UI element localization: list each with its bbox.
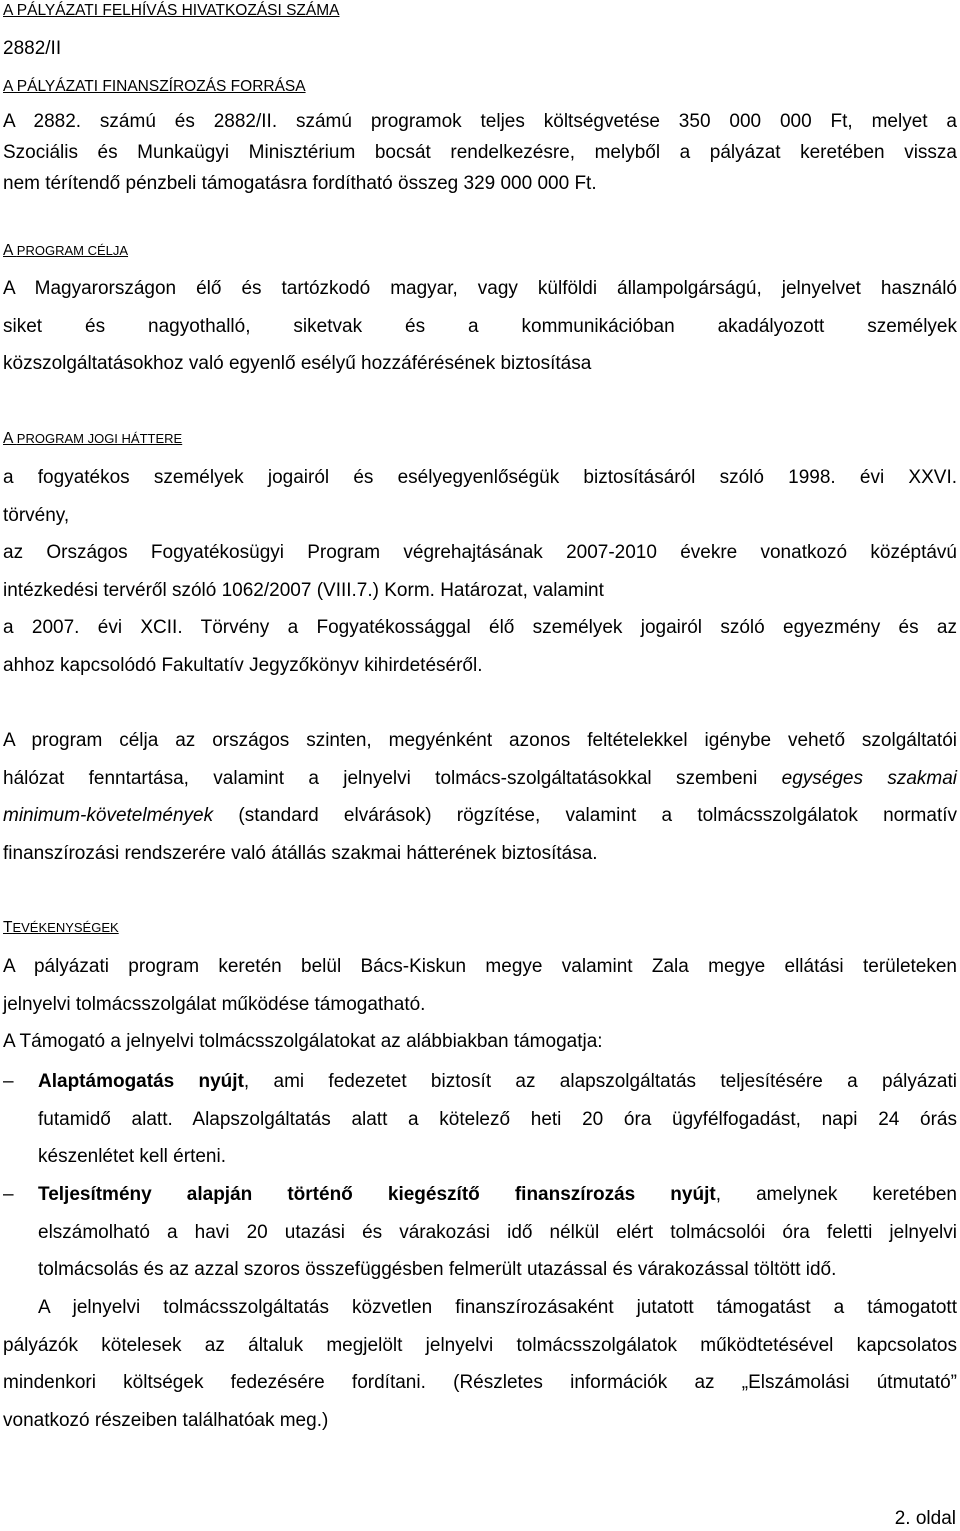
text-run-bold: Teljesítmény alapján történő kiegészítő finanszírozás nyújt [38,1184,716,1205]
dash-marker: – [3,1184,14,1205]
legal-background-heading [3,430,957,448]
paragraph-line: készenlétet kell érteni. [38,1146,226,1167]
reference-number-value: 2882/II [3,38,62,59]
paragraph-line [38,1176,957,1214]
page-number: 2. oldal [894,1508,956,1529]
paragraph-line [3,797,957,835]
text-run-italic: minimum-követelmények [3,805,214,826]
paragraph-line: intézkedési tervéről szóló 1062/2007 (VIII.7.) Korm. Határozat, valamint [3,579,604,601]
heading-cap: T [3,919,13,936]
text-run-italic: egységes szakmai [781,767,958,789]
funding-source-heading: A PÁLYÁZATI FINANSZÍROZÁS FORRÁSA [3,78,306,95]
paragraph-line: finanszírozási rendszerére való átállás szakmai hátterének biztosítása. [3,842,598,864]
paragraph-line: A Támogató a jelnyelvi tolmácsszolgálatokat az alábbiakban támogatja: [3,1031,603,1052]
funding-paragraph [3,106,957,199]
paragraph-line: A pályázati program keretén belül Bács-Kiskun megye valamint Zala megye ellátási területeken [3,956,957,977]
paragraph-line: A 2882. számú és 2882/II. számú programok teljes költségvetése 350 000 000 Ft, melyet a [3,111,957,132]
paragraph-line: A jelnyelvi tolmácsszolgáltatás közvetlen finanszírozásaként jutatott támogatást a támogatott [38,1297,957,1318]
program-aim-paragraph [3,722,957,872]
heading-rest: PROGRAM CÉLJA [16,243,129,258]
paragraph-line: ahhoz kapcsolódó Fakultatív Jegyzőkönyv kihirdetéséről. [3,654,483,676]
paragraph-line: vonatkozó részeiben találhatóak meg.) [3,1409,329,1431]
paragraph-line: tolmácsolás és az azzal szoros összefüggésben felmerült utazással és várakozással töltött idő. [38,1259,837,1280]
paragraph-line: nem térítendő pénzbeli támogatásra fordítható összeg 329 000 000 Ft. [3,173,597,194]
program-goal-paragraph [3,270,957,383]
activities-heading [3,919,957,937]
text-run: (standard elvárások) rögzítése, valamint a tolmácsszolgálatok normatív [238,805,958,826]
paragraph-line: futamidő alatt. Alapszolgáltatás alatt a kötelező heti 20 óra ügyfélfogadást, napi 24 órás [38,1108,957,1130]
paragraph-line: Szociális és Munkaügyi Minisztérium bocsát rendelkezésre, melyből a pályázat keretében vissza [3,142,957,163]
program-goal-heading [3,242,957,260]
paragraph-line: elszámolható a havi 20 utazási és várakozási idő nélkül elért tolmácsolói óra feletti jelnyelvi [38,1221,957,1243]
financing-paragraph [3,1289,957,1439]
heading-cap: A [3,430,13,447]
text-run: , ami fedezetet biztosít az alapszolgáltatás teljesítésére a pályázati [243,1071,957,1092]
paragraph-line: közszolgáltatásokhoz való egyenlő esélyű hozzáférésének biztosítása [3,353,592,374]
paragraph-line: pályázók kötelesek az általuk megjelölt jelnyelvi tolmácsszolgálatok működtetésével kapcsolatos [3,1334,957,1356]
text-run: hálózat fenntartása, valamint a jelnyelvi tolmács-szolgáltatásokkal szembeni [3,767,758,789]
heading-rest: PROGRAM JOGI HÁTTERE [16,431,183,446]
paragraph-line: jelnyelvi tolmácsszolgálat működése támogatható. [3,993,426,1015]
heading-rest: EVÉKENYSÉGEK [12,920,119,935]
legal-background-paragraph [3,459,957,684]
dash-marker: – [3,1071,14,1092]
paragraph-line: a fogyatékos személyek jogairól és esélyegyenlőségük biztosításáról szóló 1998. évi XXVI. [3,467,957,488]
paragraph-line: siket és nagyothalló, siketvak és a kommunikációban akadályozott személyek [3,315,957,337]
bullet-performance-support [3,1176,957,1289]
paragraph-line [38,1063,957,1101]
paragraph-line: A program célja az országos szinten, megyénként azonos feltételekkel igénybe vehető szolgáltatói [3,730,957,751]
paragraph-line [3,760,957,798]
paragraph-line: az Országos Fogyatékosügyi Program végrehajtásának 2007-2010 évekre vonatkozó középtávú [3,542,957,563]
reference-number-heading: A PÁLYÁZATI FELHÍVÁS HIVATKOZÁSI SZÁMA [3,2,340,19]
heading-cap: A [3,242,13,259]
activities-paragraph [3,948,957,1061]
bullet-base-support [3,1063,957,1176]
text-run-bold: Alaptámogatás nyújt [38,1071,244,1092]
text-run: , amelynek keretében [715,1184,957,1205]
paragraph-line: törvény, [3,504,70,526]
paragraph-line: mindenkori költségek fedezésére fordítani. (Részletes információk az „Elszámolási útmutató” [3,1372,957,1393]
paragraph-line: A Magyarországon élő és tartózkodó magyar, vagy külföldi állampolgárságú, jelnyelvet használó [3,278,957,299]
paragraph-line: a 2007. évi XCII. Törvény a Fogyatékossággal élő személyek jogairól szóló egyezmény és az [3,617,957,638]
